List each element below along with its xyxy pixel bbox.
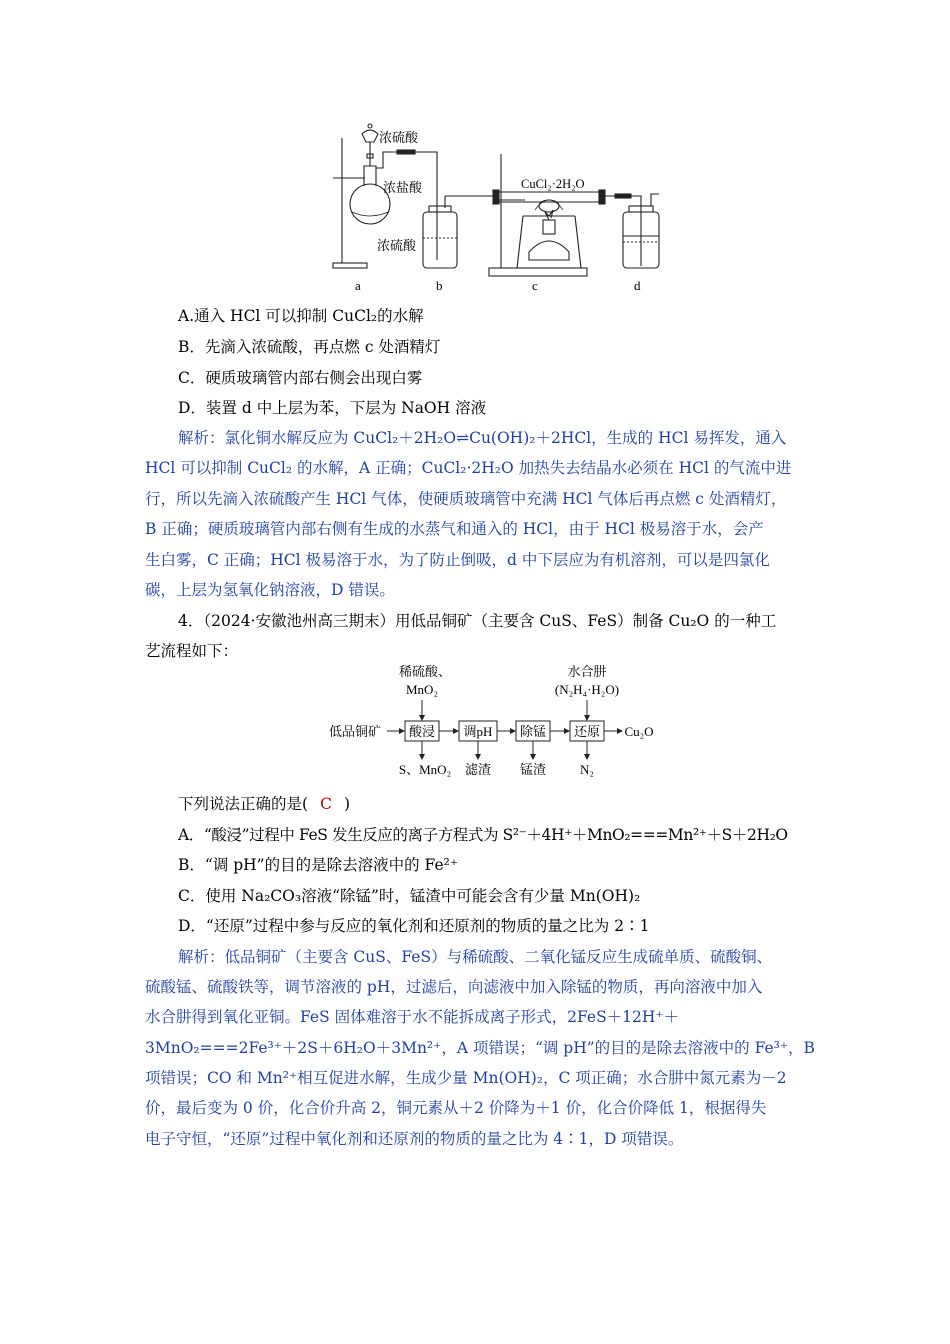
q4-analysis-line: 水合肼得到氧化亚铜。FeS 固体难溶于水不能拆成离子形式，2FeS＋12H⁺＋ <box>145 1008 680 1026</box>
q4-analysis-line: 解析：低品铜矿（主要含 CuS、FeS）与稀硫酸、二氧化锰反应生成硫单质、硫酸铜、 <box>178 948 773 966</box>
q4-option-b: B．“调 pH”的目的是除去溶液中的 Fe²⁺ <box>178 856 459 874</box>
q4-option-c: C．使用 Na₂CO₃溶液“除锰”时，锰渣中可能会含有少量 Mn(OH)₂ <box>178 887 641 905</box>
label-conc-h2so4-top: 浓硫酸 <box>379 130 419 145</box>
flow-start: 低品铜矿 <box>328 724 382 739</box>
q3-analysis-line: HCl 可以抑制 CuCl₂ 的水解，A 正确；CuCl₂·2H₂O 加热失去结晶水必须在 HCl 的气流中进 <box>145 459 792 477</box>
label-b: b <box>436 278 443 293</box>
q3-option-d: D．装置 d 中上层为苯，下层为 NaOH 溶液 <box>178 399 487 417</box>
output-label: S、MnO₂ <box>398 762 452 777</box>
output-label: 锰渣 <box>519 762 547 777</box>
q4-prompt-text: 下列说法正确的是( <box>178 795 309 813</box>
q3-option-b: B．先滴入浓硫酸，再点燃 c 处酒精灯 <box>178 338 441 356</box>
reagent1-line2: MnO₂ <box>406 682 438 697</box>
output-label: 滤渣 <box>464 762 492 777</box>
q4-stem-line: 艺流程如下： <box>145 642 239 660</box>
label-d: d <box>634 278 641 293</box>
reagent2-line2: (N₂H₄·H₂O) <box>554 682 620 697</box>
flow-product: Cu₂O <box>624 724 654 739</box>
label-c: c <box>532 278 538 293</box>
step-label: 酸浸 <box>408 724 436 739</box>
q4-analysis-line: 项错误；CO 和 Mn²⁺相互促进水解，生成少量 Mn(OH)₂，C 项正确；水合肼中氮元素为－2 <box>145 1069 787 1087</box>
label-cucl2: CuCl₂·2H₂O <box>521 177 585 191</box>
q4-analysis-line: 电子守恒，“还原”过程中氧化剂和还原剂的物质的量之比为 4∶1，D 项错误。 <box>145 1130 684 1148</box>
step-label: 调pH <box>463 724 493 739</box>
q3-analysis-line: B 正确；硬质玻璃管内部右侧有生成的水蒸气和通入的 HCl，由于 HCl 极易溶于水，会产 <box>145 520 764 538</box>
process-flow-diagram <box>325 664 660 778</box>
q4-analysis-line: 价，最后变为 0 价，化合价升高 2，铜元素从＋2 价降为＋1 价，化合价降低 1，根据得失 <box>145 1099 767 1117</box>
q3-analysis-line: 行，所以先滴入浓硫酸产生 HCl 气体，使硬质玻璃管中充满 HCl 气体后再点燃 c 处酒精灯， <box>145 490 787 508</box>
label-a: a <box>355 278 361 293</box>
q3-option-a: A.通入 HCl 可以抑制 CuCl₂的水解 <box>178 307 424 325</box>
q4-answer: C <box>320 795 332 813</box>
q4-stem-line: 4．（2024·安徽池州高三期末）用低品铜矿（主要含 CuS、FeS）制备 Cu₂O 的一种工 <box>178 612 777 630</box>
q4-option-d: D．“还原”过程中参与反应的氧化剂和还原剂的物质的量之比为 2∶1 <box>178 917 650 935</box>
step-label: 还原 <box>573 724 601 739</box>
q4-prompt-end: ) <box>343 795 350 813</box>
reagent1-line1: 稀硫酸、 <box>398 664 452 679</box>
q4-analysis-line: 硫酸锰、硫酸铁等，调节溶液的 pH，过滤后，向滤液中加入除锰的物质，再向溶液中加入 <box>145 978 763 996</box>
q4-prompt <box>178 794 350 814</box>
output-label: N₂ <box>580 762 594 777</box>
q4-option-a: A．“酸浸”过程中 FeS 发生反应的离子方程式为 S²⁻＋4H⁺＋MnO₂===Mn²⁺＋S＋2H₂O <box>178 826 788 844</box>
q3-analysis-line: 生白雾，C 正确；HCl 极易溶于水，为了防止倒吸，d 中下层应为有机溶剂，可以是四氯化 <box>145 551 770 569</box>
reagent2-line1: 水合肼 <box>567 664 607 679</box>
step-label: 除锰 <box>519 724 547 739</box>
q3-option-c: C．硬质玻璃管内部右侧会出现白雾 <box>178 369 423 387</box>
q3-analysis-line: 碳，上层为氢氧化钠溶液，D 错误。 <box>145 581 395 599</box>
label-conc-h2so4-b: 浓硫酸 <box>377 238 417 253</box>
apparatus-figure <box>325 120 670 298</box>
q4-analysis-line: 3MnO₂===2Fe³⁺＋2S＋6H₂O＋3Mn²⁺，A 项错误；“调 pH”的目的是除去溶液中的 Fe³⁺，B <box>145 1039 815 1057</box>
q3-analysis-line: 解析：氯化铜水解反应为 CuCl₂＋2H₂O⇌Cu(OH)₂＋2HCl，生成的 HCl 易挥发，通入 <box>178 429 787 447</box>
label-conc-hcl: 浓盐酸 <box>383 180 423 195</box>
